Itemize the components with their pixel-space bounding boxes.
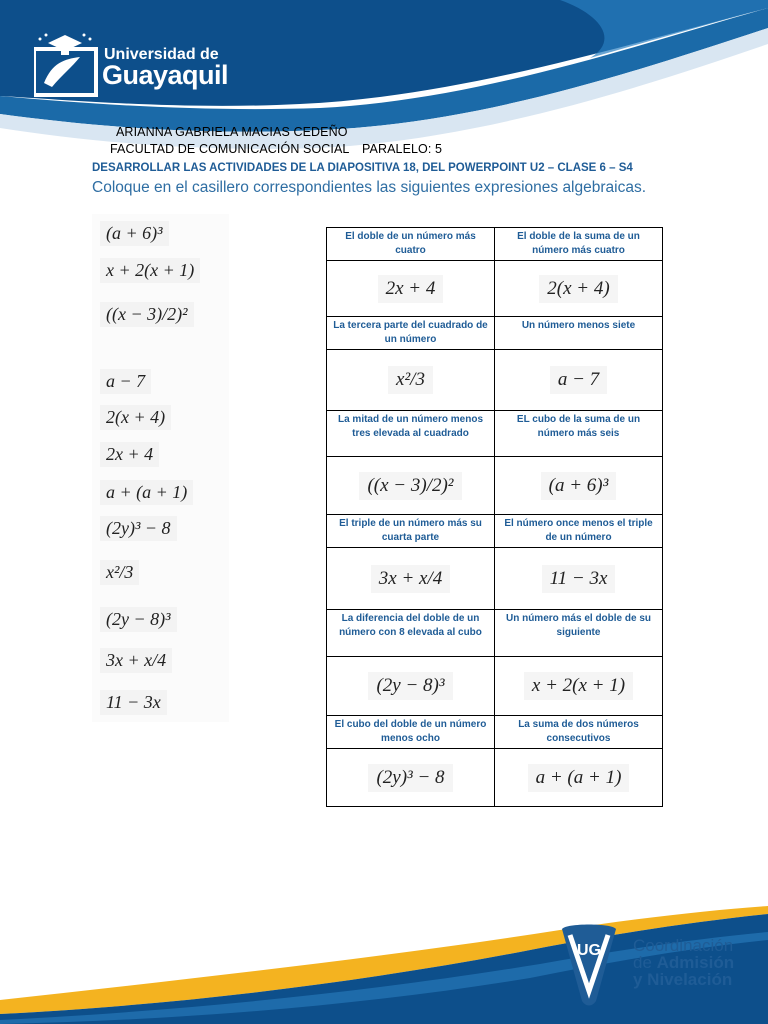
table-row [327,610,663,657]
expression-value: 11 − 3x [542,565,616,593]
table-row [327,457,663,515]
table-row [327,350,663,411]
faculty-name: FACULTAD DE COMUNICACIÓN SOCIAL [110,142,350,156]
table-cell-value [495,749,663,807]
table-cell-value [495,457,663,515]
table-cell-label: El número once menos el triple de un número [495,515,663,548]
footer-logo-admision: Admisión [656,953,735,972]
table-cell-value [327,457,495,515]
expression-item: (a + 6)³ [100,221,169,246]
table-row [327,261,663,317]
table-cell-label: La mitad de un número menos tres elevada al cuadrado [327,411,495,457]
table-cell-label: El doble de un número más cuatro [327,228,495,261]
table-cell-value [327,749,495,807]
expression-item: a − 7 [100,369,151,394]
svg-text:UG: UG [577,942,601,959]
table-cell-label: Un número más el doble de su siguiente [495,610,663,657]
instruction-text: DESARROLLAR LAS ACTIVIDADES DE LA DIAPOSITIVA 18, DEL POWERPOINT U2 – CLASE 6 – S4 [92,162,633,174]
table-cell-label: Un número menos siete [495,317,663,350]
expression-item: 11 − 3x [100,690,167,715]
expression-item: 3x + x/4 [100,648,172,673]
table-cell-value [495,548,663,610]
coordinacion-logo-icon [556,921,622,1007]
paralelo-label: PARALELO: 5 [362,142,443,156]
table-cell-label: El triple de un número más su cuarta parte [327,515,495,548]
table-row [327,657,663,716]
expression-item: (2y)³ − 8 [100,516,177,541]
expression-value: (2y − 8)³ [368,672,452,700]
table-cell-value [327,657,495,716]
table-row [327,317,663,350]
expression-value: 3x + x/4 [371,565,450,593]
table-row [327,548,663,610]
expression-value: 2x + 4 [378,275,444,303]
expression-item: x + 2(x + 1) [100,258,200,283]
student-name: ARIANNA GABRIELA MACIAS CEDEÑO [116,125,348,139]
expression-value: ((x − 3)/2)² [359,472,461,500]
expression-value: 2(x + 4) [539,275,617,303]
expression-item: ((x − 3)/2)² [100,302,194,327]
expression-value: a + (a + 1) [528,764,630,792]
table-row [327,228,663,261]
expression-item: (2y − 8)³ [100,607,177,632]
table-cell-value [495,350,663,411]
expression-item: 2x + 4 [100,442,159,467]
expression-value: x²/3 [388,366,433,394]
expression-list [92,214,229,722]
logo-text-university: Universidad de [104,46,219,63]
answer-table [326,227,663,807]
table-row [327,749,663,807]
logo-text-guayaquil: Guayaquil [102,60,229,90]
subtitle-text: Coloque en el casillero correspondientes las siguientes expresiones algebraicas. [92,179,647,196]
table-cell-label: El cubo del doble de un número menos ocho [327,716,495,749]
table-cell-value [327,548,495,610]
footer-logo-de: de [633,953,657,972]
table-cell-label: La diferencia del doble de un número con 8 elevada al cubo [327,610,495,657]
expression-value: x + 2(x + 1) [524,672,633,700]
table-cell-label: La tercera parte del cuadrado de un número [327,317,495,350]
expression-item: a + (a + 1) [100,480,193,505]
table-cell-value [327,261,495,317]
expression-value: (2y)³ − 8 [368,764,452,792]
table-cell-value [495,657,663,716]
footer-logo-line1: Coordinación [633,936,734,955]
footer-logo-line3: y Nivelación [633,970,733,989]
expression-value: (a + 6)³ [541,472,617,500]
table-cell-label: El doble de la suma de un número más cuatro [495,228,663,261]
table-cell-value [327,350,495,411]
expression-item: 2(x + 4) [100,405,171,430]
table-row [327,716,663,749]
expression-value: a − 7 [550,366,607,394]
table-row [327,411,663,457]
table-cell-label: EL cubo de la suma de un número más seis [495,411,663,457]
expression-item: x²/3 [100,560,139,585]
table-cell-value [495,261,663,317]
table-cell-label: La suma de dos números consecutivos [495,716,663,749]
table-row [327,515,663,548]
